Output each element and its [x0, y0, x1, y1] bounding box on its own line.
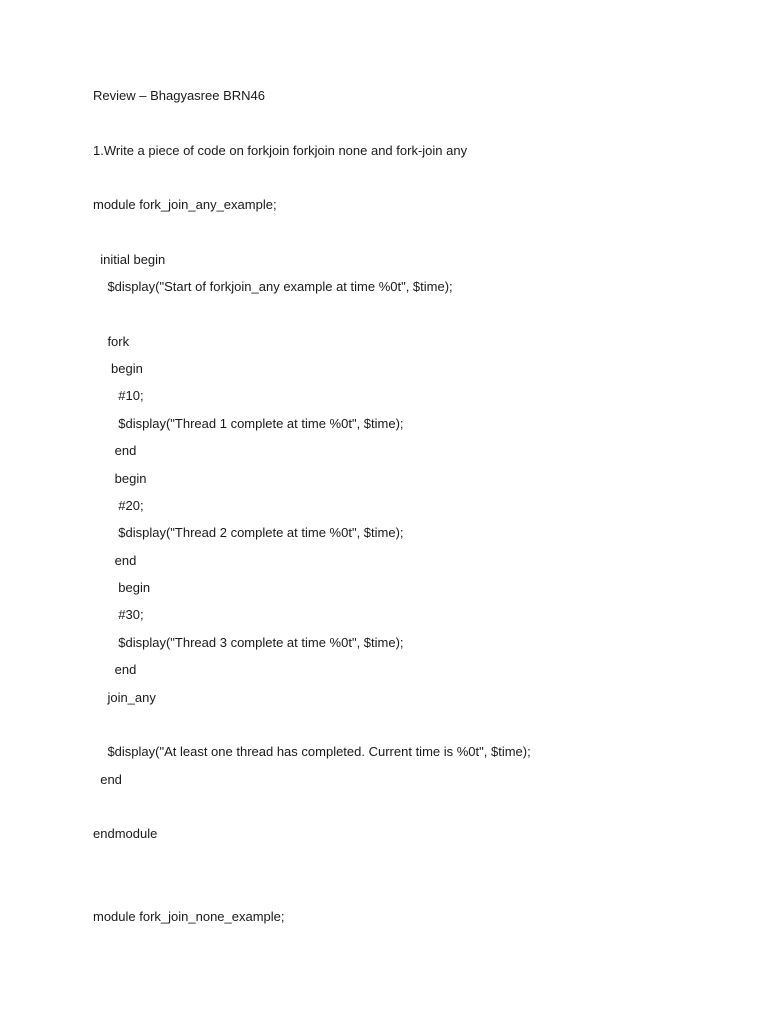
code-line: end — [93, 553, 137, 568]
question-text: 1.Write a piece of code on forkjoin forkjoin none and fork-join any — [93, 143, 468, 158]
code-line: $display("Thread 3 complete at time %0t", $time); — [93, 635, 404, 650]
code-line: end — [93, 662, 137, 677]
code-line: $display("Thread 1 complete at time %0t", $time); — [93, 416, 404, 431]
code-line: $display("At least one thread has completed. Current time is %0t", $time); — [93, 744, 531, 759]
code-line: fork — [93, 334, 130, 349]
code-line: $display("Thread 2 complete at time %0t", $time); — [93, 525, 404, 540]
code-line: begin — [93, 580, 151, 595]
document-title: Review – Bhagyasree BRN46 — [93, 88, 265, 103]
code-line: #30; — [93, 607, 144, 622]
code-line: initial begin — [93, 252, 166, 267]
code-line: end — [93, 443, 137, 458]
code-line: $display("Start of forkjoin_any example at time %0t", $time); — [93, 279, 453, 294]
code-line: join_any — [93, 690, 156, 705]
code-line: begin — [93, 361, 143, 376]
code-line: module fork_join_none_example; — [93, 909, 285, 924]
code-line: endmodule — [93, 826, 158, 841]
code-line: #20; — [93, 498, 144, 513]
code-line: #10; — [93, 388, 144, 403]
code-line: module fork_join_any_example; — [93, 197, 277, 212]
code-line: begin — [93, 471, 147, 486]
code-line: end — [93, 772, 122, 787]
